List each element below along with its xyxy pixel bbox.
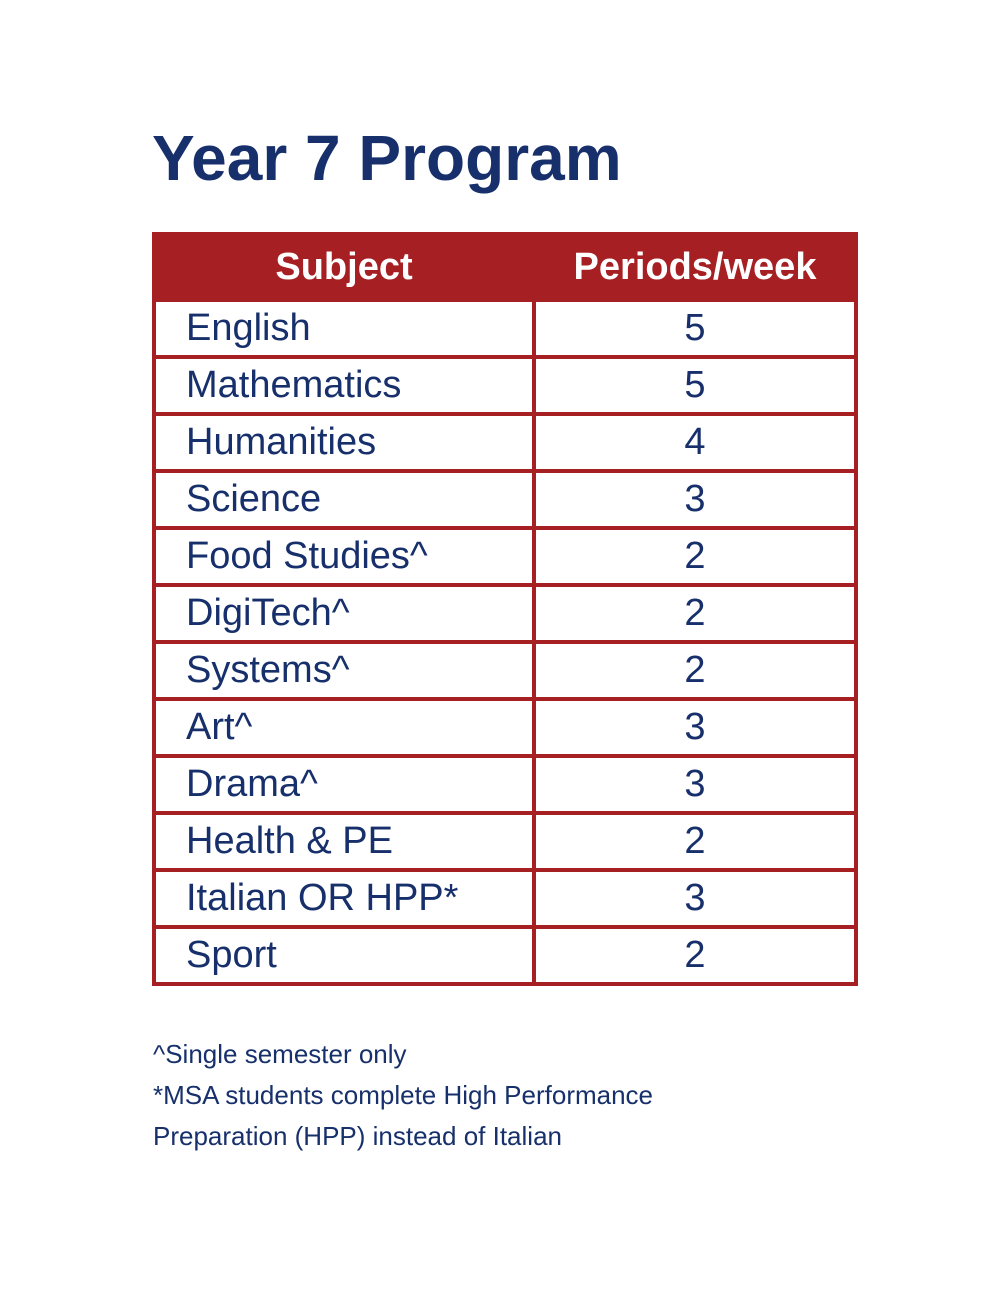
subject-cell: Sport	[154, 927, 534, 984]
table-row	[154, 300, 856, 357]
subject-cell: DigiTech^	[154, 585, 534, 642]
footnotes	[153, 1034, 853, 1157]
semester-footnote: ^Single semester only	[153, 1039, 407, 1069]
subject-cell: Drama^	[154, 756, 534, 813]
subject-cell: Italian OR HPP*	[154, 870, 534, 927]
periods-cell: 3	[534, 471, 856, 528]
hpp-footnote-line-1: *MSA students complete High Performance	[153, 1080, 654, 1110]
subject-cell: Humanities	[154, 414, 534, 471]
table-header-row	[154, 234, 856, 300]
table-row	[154, 357, 856, 414]
periods-cell: 5	[534, 357, 856, 414]
periods-cell: 2	[534, 642, 856, 699]
table-row	[154, 585, 856, 642]
subject-cell: Health & PE	[154, 813, 534, 870]
periods-cell: 5	[534, 300, 856, 357]
subject-cell: Science	[154, 471, 534, 528]
table-row	[154, 699, 856, 756]
hpp-footnote-line-2: Preparation (HPP) instead of Italian	[153, 1121, 562, 1151]
periods-cell: 2	[534, 528, 856, 585]
table-row	[154, 471, 856, 528]
periods-cell: 2	[534, 585, 856, 642]
table-row	[154, 813, 856, 870]
table-row	[154, 414, 856, 471]
table-row	[154, 927, 856, 984]
page-title: Year 7 Program	[152, 122, 622, 194]
subject-cell: Systems^	[154, 642, 534, 699]
program-table	[152, 232, 858, 986]
periods-cell: 2	[534, 927, 856, 984]
table-row	[154, 756, 856, 813]
table-row	[154, 642, 856, 699]
table-row	[154, 528, 856, 585]
subject-cell: Food Studies^	[154, 528, 534, 585]
periods-column-header: Periods/week	[534, 234, 856, 300]
periods-cell: 3	[534, 870, 856, 927]
subject-cell: English	[154, 300, 534, 357]
subject-column-header: Subject	[154, 234, 534, 300]
periods-cell: 4	[534, 414, 856, 471]
periods-cell: 2	[534, 813, 856, 870]
subject-cell: Art^	[154, 699, 534, 756]
subject-cell: Mathematics	[154, 357, 534, 414]
table-row	[154, 870, 856, 927]
periods-cell: 3	[534, 699, 856, 756]
periods-cell: 3	[534, 756, 856, 813]
